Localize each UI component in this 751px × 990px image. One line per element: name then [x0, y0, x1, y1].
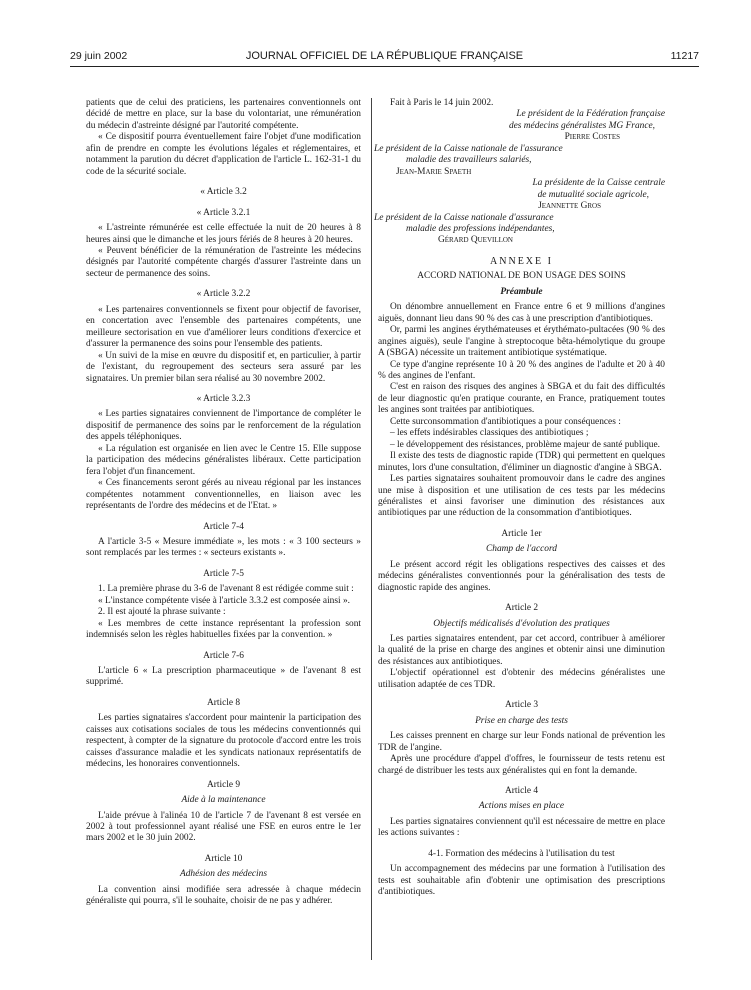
article-subheading: Actions mises en place [478, 801, 565, 812]
paragraph: Les parties signataires souhaitent promouvoir dans le cadre des angines une mise à disposition et une utilisation de ces tests par les médecins généralistes et ainsi favoriser une diminution des résistances aux antibiotiques par une réduction de la consommation d'antibiotiques. [378, 474, 665, 519]
signatory-title: Le président de la Caisse nationale d'assurance [374, 212, 554, 223]
signatory-name: Gérard Quevillon [438, 235, 513, 246]
article-heading: Article 2 [504, 603, 539, 614]
article-heading: Article 1er [501, 528, 542, 539]
article-subheading: Objectifs médicalisés d'évolution des pratiques [433, 618, 610, 629]
signature-date: Fait à Paris le 14 juin 2002. [390, 98, 494, 108]
paragraph: Les parties signataires s'accordent pour maintenir la participation des caisses aux cotisations sociales de tous les médecins conventionnés qui respectent, à compter de la signature du protocole d'accord entre les trois caisses d'assurance maladie et les syndicats nationaux représentatifs de médecins, les honoraires conventionnels. [86, 713, 361, 770]
right-column [374, 98, 665, 899]
column-divider [371, 98, 372, 960]
paragraph: Or, parmi les angines érythémateuses et érythémato-pultacées (90 % des angines aiguës), seule l'angine à streptocoque bêta-hémolytique du groupe A (SBGA) nécessite un traitement antibiotique systématique. [378, 325, 665, 359]
paragraph: C'est en raison des risques des angines à SBGA et du fait des difficultés de leur diagnostic qu'en pratique courante, en France, pratiquement toutes les angines sont traitées par antibiotiques. [378, 382, 665, 416]
signatory-title: de mutualité sociale agricole, [537, 189, 649, 200]
paragraph: Les parties signataires conviennent qu'il est nécessaire de mettre en place les actions suivantes : [378, 816, 665, 839]
paragraph: Après une procédure d'appel d'offres, le fournisseur de tests retenu est chargé de distribuer les tests aux généralistes qui en font la demande. [378, 754, 665, 776]
paragraph: L'article 6 « La prescription pharmaceutique » de l'avenant 8 est supprimé. [86, 666, 361, 688]
annex-subtitle: ACCORD NATIONAL DE BON USAGE DES SOINS [417, 271, 626, 282]
header-rule [70, 66, 699, 67]
paragraph: On dénombre annuellement en France entre 6 et 9 millions d'angines aiguës, donnant lieu dans 90 % des cas à une prescription d'antibiotiques. [378, 302, 665, 324]
paragraph: « Les partenaires conventionnels se fixent pour objectif de favoriser, en concertation avec l'ensemble des partenaires compétents, une meilleure sectorisation en vue d'améliorer leurs conditions d'exercice et d'assurer la permanence des soins pour l'ensemble des patients. [86, 304, 361, 350]
article-subheading: Prise en charge des tests [475, 715, 568, 726]
left-column [86, 98, 361, 908]
signatory-title: Le président de la Fédération française [516, 109, 665, 120]
signature-block [374, 212, 665, 247]
paragraph: Un accompagnement des médecins par une formation à l'utilisation des tests est souhaitable afin d'obtenir une optimisation des prescriptions d'antibiotiques. [378, 864, 665, 898]
paragraph: 1. La première phrase du 3-6 de l'avenant 8 est rédigée comme suit : [98, 584, 354, 595]
section-heading: 4-1. Formation des médecins à l'utilisation du test [428, 848, 615, 859]
article-heading: « Article 3.2.1 [196, 207, 251, 218]
preamble-heading: Préambule [500, 286, 543, 297]
paragraph: Les caisses prennent en charge sur leur Fonds national de prévention les TDR de l'angine. [378, 731, 665, 753]
paragraph: La convention ainsi modifiée sera adressée à chaque médecin généraliste qui pourra, s'il le souhaite, choisir de ne pas y adhérer. [86, 884, 361, 907]
paragraph: A l'article 3-5 « Mesure immédiate », les mots : « 3 100 secteurs » sont remplacés par les termes : « secteurs existants ». [86, 536, 361, 559]
article-heading: Article 3 [504, 700, 539, 711]
article-heading: « Article 3.2.2 [196, 289, 251, 300]
paragraph: « Les parties signataires conviennent de l'importance de compléter le dispositif de permanence des soins par le renforcement de la régulation des appels téléphoniques. [86, 409, 361, 443]
signatory-title: maladie des professions indépendantes, [406, 223, 555, 234]
paragraph: Ce type d'angine représente 10 à 20 % des angines de l'adulte et 20 à 40 % des angines de l'enfant. [378, 359, 665, 381]
header-page-number: 11217 [670, 50, 699, 62]
signatory-title: Le président de la Caisse nationale de l'assurance [374, 143, 563, 154]
paragraph: « Peuvent bénéficier de la rémunération de l'astreinte les médecins désignés par l'autorité compétente chargés d'assurer l'astreinte dans un secteur de permanence des soins. [86, 245, 361, 279]
paragraph: Les parties signataires entendent, par cet accord, contribuer à améliorer la qualité de la prise en charge des angines et obtenir ainsi une diminution des résistances aux antibiotiques. [378, 634, 665, 667]
article-heading: Article 9 [206, 779, 241, 790]
paragraph: L'aide prévue à l'alinéa 10 de l'article 7 de l'avenant 8 est versée en 2002 à tout professionnel ayant réalisé une FSE en euros entre le 1er mars 2002 et le 30 juin 2002. [86, 810, 361, 844]
signatory-name: Pierre Costes [564, 132, 620, 143]
article-heading: Article 7-5 [203, 568, 244, 579]
paragraph: Il existe des tests de diagnostic rapide (TDR) qui permettent en quelques minutes, lors d'une consultation, d'éliminer un diagnostic d'angine à SBGA. [378, 451, 665, 473]
article-heading: « Article 3.2.3 [196, 393, 251, 404]
paragraph: Cette surconsommation d'antibiotiques a pour conséquences : [390, 416, 621, 427]
paragraph: « Ces financements seront gérés au niveau régional par les instances compétentes notamment conventionnelles, en liaison avec les représentants de l'ordre des médecins et de l'Etat. » [86, 478, 361, 512]
signature-block [378, 178, 665, 212]
header-date: 29 juin 2002 [70, 50, 128, 62]
article-subheading: Champ de l'accord [486, 544, 557, 555]
article-heading: Article 7-6 [203, 650, 244, 661]
article-heading: Article 10 [204, 853, 243, 864]
signatory-title: des médecins généralistes MG France, [508, 120, 655, 131]
signatory-name: Jeannette Gros [538, 201, 601, 212]
annex-title: ANNEXE I [490, 255, 553, 267]
page-header [70, 50, 699, 64]
bullet-item: – les effets indésirables classiques des antibiotiques ; [390, 428, 589, 439]
article-heading: Article 7-4 [203, 521, 244, 532]
signatory-title: La présidente de la Caisse centrale [532, 178, 665, 189]
article-heading: Article 4 [504, 786, 539, 797]
article-subheading: Aide à la maintenance [181, 795, 266, 806]
signature-block [374, 143, 665, 178]
paragraph: « L'astreinte rémunérée est celle effectuée la nuit de 20 heures à 8 heures ainsi que le dimanche et les jours fériés de 8 heures à 20 heures. [86, 223, 361, 245]
paragraph: « L'instance compétente visée à l'article 3.3.2 est composée ainsi ». [98, 595, 350, 606]
paragraph: L'objectif opérationnel est d'obtenir des médecins généralistes une utilisation adaptée de ces TDR. [378, 668, 665, 690]
signatory-title: maladie des travailleurs salariés, [406, 155, 532, 166]
article-heading: Article 8 [206, 697, 241, 708]
paragraph: « Les membres de cette instance représentant la profession sont indemnisés selon les règles habituelles fixées par la convention. » [86, 618, 361, 641]
paragraph: « Ce dispositif pourra éventuellement faire l'objet d'une modification afin de prendre en compte les évolutions légales et réglementaires, et notamment la parution du décret d'application de l'article L. 162-31-1 du code de la sécurité sociale. [86, 132, 361, 177]
paragraph: patients que de celui des praticiens, les partenaires conventionnels ont décidé de mettre en place, sur la base du volontariat, une rémunération du médecin d'astreinte désigné par l'autorité compétente. [86, 98, 361, 131]
bullet-item: – le développement des résistances, problème majeur de santé publique. [390, 439, 660, 450]
paragraph: Le présent accord régit les obligations respectives des caisses et des médecins généralistes conventionnés pour la généralisation des tests de diagnostic rapide des angines. [378, 559, 665, 593]
signatory-name: Jean-Marie Spaeth [396, 166, 472, 177]
paragraph: 2. Il est ajouté la phrase suivante : [98, 607, 226, 618]
article-heading: « Article 3.2 [200, 187, 247, 198]
paragraph: « La régulation est organisée en lien avec le Centre 15. Elle suppose la participation des médecins généralistes libéraux. Cette participation fera l'objet d'un financement. [86, 443, 361, 477]
article-subheading: Adhésion des médecins [180, 869, 267, 880]
signature-block [378, 109, 665, 143]
paragraph: « Un suivi de la mise en œuvre du dispositif et, en particulier, à partir de l'existant, du regroupement des secteurs sera assuré par les signataires. Un premier bilan sera réalisé au 30 novembre 2002. [86, 350, 361, 384]
header-journal-title: JOURNAL OFFICIEL DE LA RÉPUBLIQUE FRANÇAISE [245, 50, 524, 62]
